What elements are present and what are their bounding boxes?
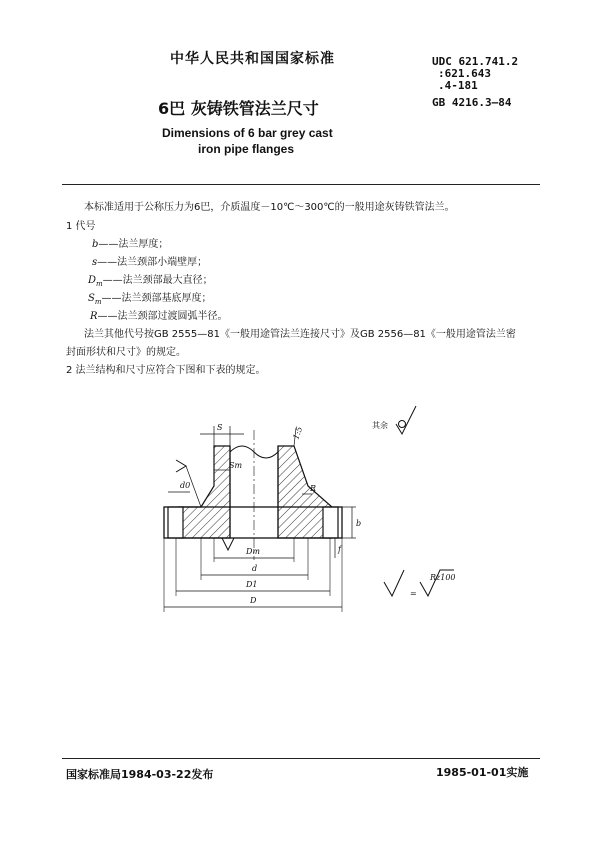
label-r: R (310, 484, 317, 493)
gb-number: GB 4216.3—84 (432, 96, 512, 109)
footer-divider (62, 758, 540, 759)
title-en-line-2: iron pipe flanges (198, 142, 295, 156)
label-s: S (217, 423, 223, 432)
label-d0: d0 (180, 481, 191, 490)
intro-paragraph: 本标准适用于公称压力为6巴，介质温度－10℃～300℃的一般用途灰铸铁管法兰。 (84, 202, 455, 213)
roughness-check-icon (396, 406, 416, 434)
symbol-sm: $S_m——$法兰颈部基底厚度； (88, 293, 212, 306)
symbol-dm: $D_m——$法兰颈部最大直径； (88, 275, 213, 288)
label-rz: Rz100 (430, 573, 456, 582)
reference-paragraph-line-2: 封面形状和尺寸》的规定。 (66, 347, 186, 358)
roughness-left-icon (384, 570, 404, 596)
title-cn: 6巴 灰铸铁管法兰尺寸 (158, 99, 319, 118)
label-D: D (250, 596, 257, 605)
issue-date: 国家标准局1984-03-22发布 (66, 768, 214, 781)
roughness-mark-bottom-icon (222, 538, 234, 550)
label-equals: = (410, 589, 417, 598)
label-d: d (252, 564, 258, 573)
section-2-text: 2 法兰结构和尺寸应符合下图和下表的规定。 (66, 365, 266, 376)
effective-date: 1985-01-01实施 (436, 766, 529, 779)
label-sm: Sm (229, 461, 243, 470)
reference-paragraph-line-1: 法兰其他代号按GB 2555—81《一般用途管法兰连接尺寸》及GB 2556—81《一般用途管法兰密 (84, 329, 516, 340)
label-f: f (338, 545, 341, 554)
roughness-mark-left-icon (176, 460, 186, 472)
roughness-equation (384, 570, 456, 598)
title-en-line-1: Dimensions of 6 bar grey cast (162, 126, 333, 140)
roughness-note: 其余 (372, 421, 388, 430)
symbol-b: b——法兰厚度； (92, 239, 169, 250)
section-1-title: 1 代号 (66, 221, 96, 232)
standard-name-cn: 中华人民共和国国家标准 (170, 51, 335, 67)
label-d1: D1 (246, 580, 258, 589)
symbol-s: s——法兰颈部小端壁厚； (92, 257, 208, 268)
label-b: b (356, 519, 362, 528)
udc-line-3: .4-181 (438, 79, 478, 92)
label-taper: 1:5 (291, 425, 305, 441)
label-dm: Dm (246, 547, 260, 556)
udc-line-2: :621.643 (438, 67, 491, 80)
udc-line-1: UDC 621.741.2 (432, 55, 519, 68)
symbol-r: R——法兰颈部过渡圆弧半径。 (90, 311, 228, 322)
